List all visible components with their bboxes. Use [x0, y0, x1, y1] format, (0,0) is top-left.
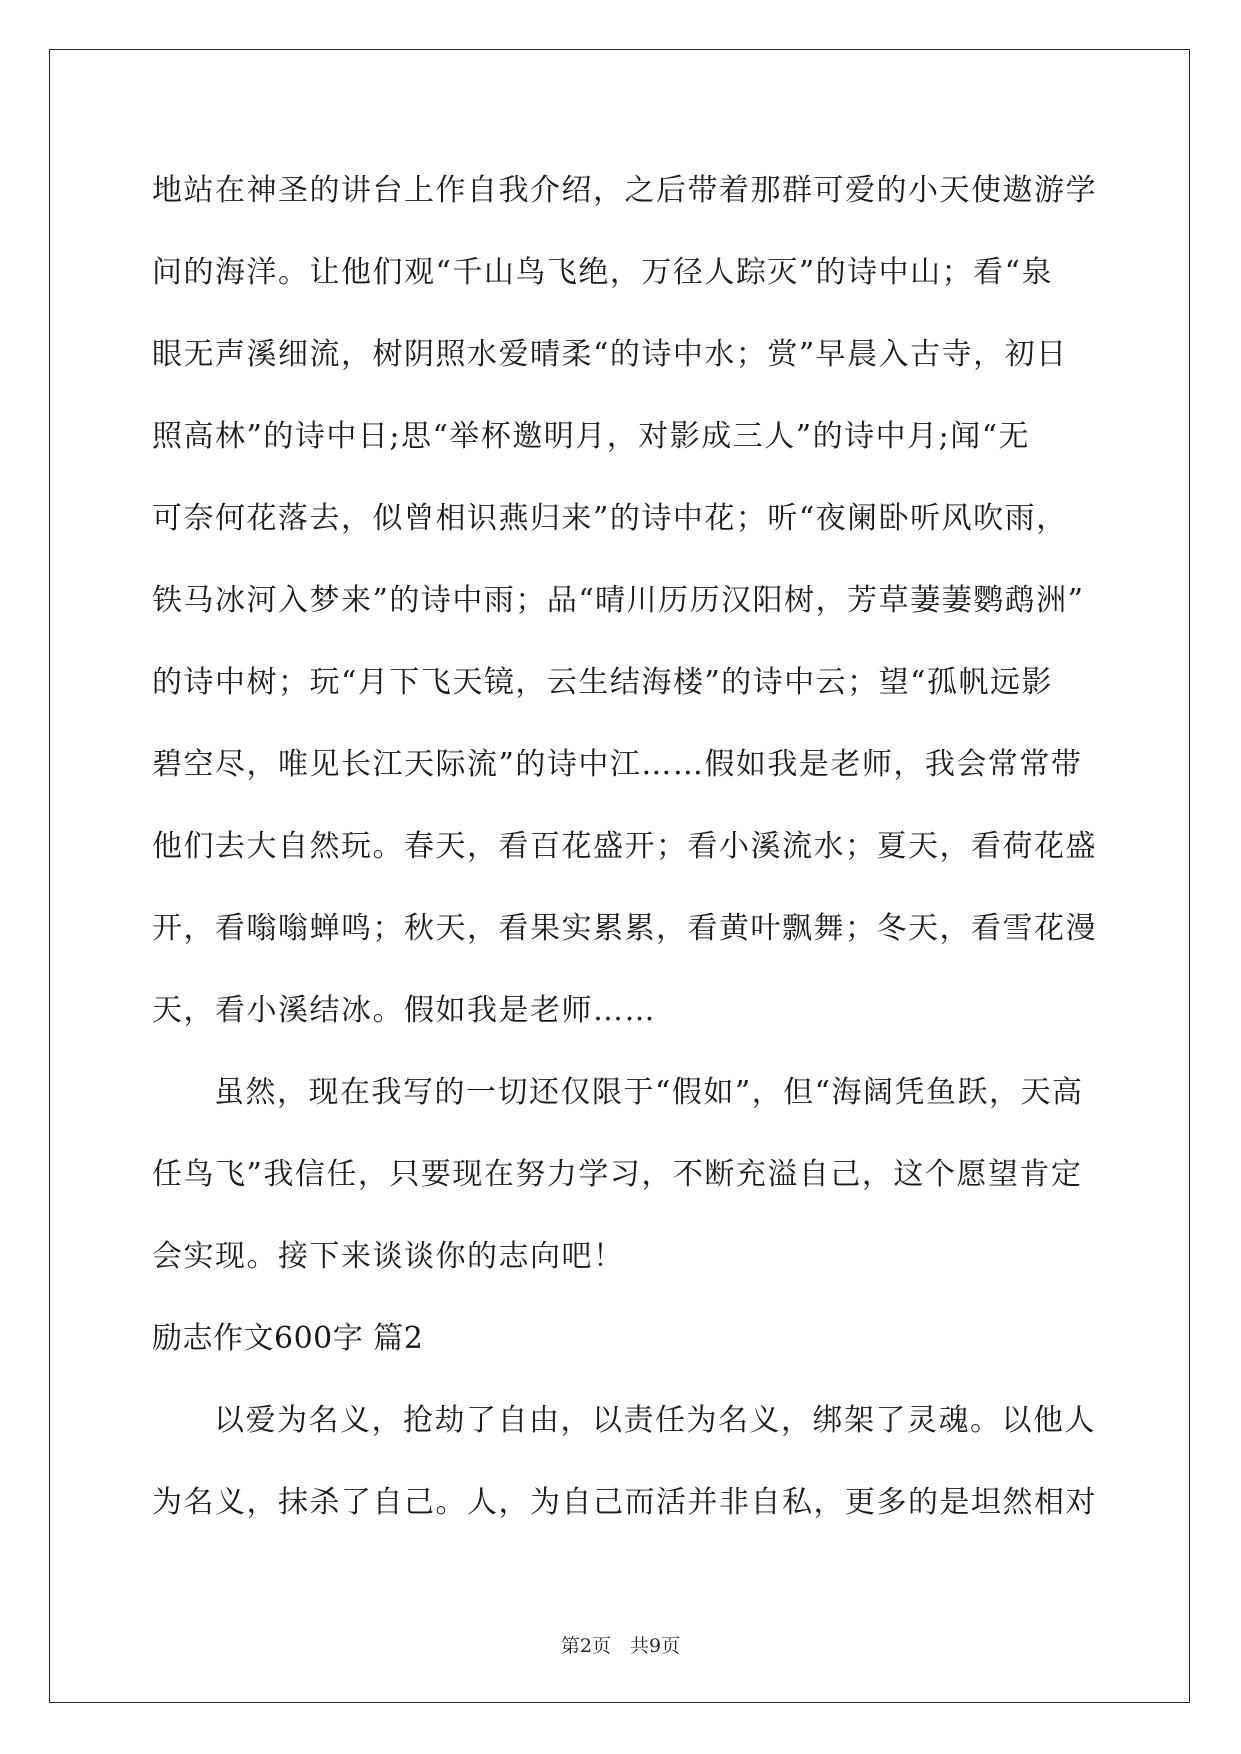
text-line: 铁马冰河入梦来”的诗中雨；品“晴川历历汉阳树，芳草萋萋鹦鹉洲” — [152, 583, 1085, 618]
text-line: 开，看嗡嗡蝉鸣；秋天，看果实累累，看黄叶飘舞；冬天，看雪花漫 — [152, 911, 1097, 946]
text-line: 天，看小溪结冰。假如我是老师…… — [152, 993, 656, 1028]
section-heading: 励志作文600字 篇2 — [152, 1321, 424, 1356]
text-line: 眼无声溪细流，树阴照水爱晴柔“的诗中水；赏”早晨入古寺，初日 — [152, 337, 1068, 372]
text-line: 地站在神圣的讲台上作自我介绍，之后带着那群可爱的小天使遨游学 — [152, 173, 1097, 208]
document-body — [152, 150, 1097, 1544]
text-line: 为名义，抹杀了自己。人，为自己而活并非自私，更多的是坦然相对 — [152, 1485, 1097, 1520]
text-line: 任鸟飞”我信任，只要现在努力学习，不断充溢自己，这个愿望肯定 — [152, 1157, 1083, 1192]
paragraph-start-line: 以爱为名义，抢劫了自由，以责任为名义，绑架了灵魂。以他人 — [214, 1403, 1096, 1438]
text-line: 可奈何花落去，似曾相识燕归来”的诗中花；听“夜阑卧听风吹雨， — [152, 501, 1068, 536]
text-line: 他们去大自然玩。春天，看百花盛开；看小溪流水；夏天，看荷花盛 — [152, 829, 1097, 864]
page-footer: 第2页 共9页 — [560, 1635, 681, 1657]
text-line: 问的海洋。让他们观“千山鸟飞绝，万径人踪灭”的诗中山；看“泉 — [152, 255, 1054, 290]
text-line: 会实现。接下来谈谈你的志向吧！ — [152, 1239, 625, 1274]
text-line: 碧空尽，唯见长江天际流”的诗中江……假如我是老师，我会常常带 — [152, 747, 1083, 782]
paragraph-start-line: 虽然，现在我写的一切还仅限于“假如”，但“海阔凭鱼跃，天高 — [214, 1075, 1084, 1110]
text-line: 的诗中树；玩“月下飞天镜，云生结海楼”的诗中云；望“孤帆远影 — [152, 665, 1054, 700]
text-line: 照高林”的诗中日;思“举杯邀明月，对影成三人”的诗中月;闻“无 — [152, 419, 1031, 454]
